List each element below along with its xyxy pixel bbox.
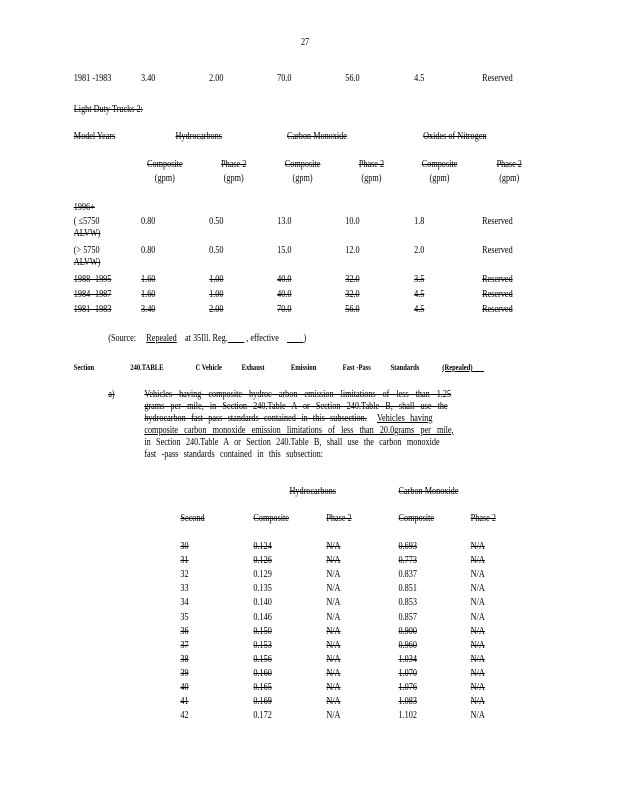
cell-hc-composite: 1.60 — [141, 289, 156, 300]
cell-co-phase2: N/A — [470, 597, 485, 609]
cell-second: 31 — [180, 555, 189, 567]
cell-co-phase2: 10.0 — [345, 216, 360, 227]
cell-hc-phase2: N/A — [326, 710, 341, 722]
cell-nox-phase2: Reserved — [482, 274, 513, 285]
source-repealed: Repealed — [146, 333, 177, 344]
subheader-nox-phase2: Phase 2 — [496, 159, 522, 170]
cell-second: 33 — [180, 583, 189, 595]
cell-co-phase2: 32.0 — [345, 274, 360, 285]
header-carbon-monoxide: Carbon Monoxide — [287, 131, 347, 142]
cell-hc-phase2: 0.50 — [209, 245, 224, 256]
cell-hc-phase2: N/A — [326, 541, 341, 552]
source-effective: , effective — [246, 333, 279, 344]
cell-co-phase2: N/A — [470, 667, 485, 679]
cell-second: 41 — [180, 696, 189, 708]
cell-nox-composite: 4.5 — [414, 304, 425, 315]
para-line-4: composite carbon monoxide emission limitations of less than 20.0grams per mile, — [144, 425, 454, 436]
cell-hc-phase2: N/A — [326, 682, 341, 693]
cell-co-composite: 0.773 — [398, 555, 417, 567]
cell-second: 32 — [180, 569, 189, 581]
cell-hc-phase2: 2.00 — [209, 304, 224, 315]
unit-hc-phase2: (gpm) — [223, 173, 244, 184]
cell-hc-composite: 0.156 — [253, 653, 272, 665]
table2-header-second: Second — [180, 513, 205, 524]
cell-hc-phase2: N/A — [326, 639, 341, 651]
section-word-emission: Emission — [290, 363, 317, 372]
cell-model-year: 1981 -1983 — [73, 73, 112, 84]
source-at: at 35Ill. Reg. — [184, 333, 228, 344]
cell-nox-composite: 4.5 — [414, 73, 425, 84]
cell-co-phase2: N/A — [470, 611, 485, 623]
section-word-fastpass: Fast -Pass — [342, 363, 371, 372]
table2-header-hydrocarbons: Hydrocarbons — [289, 486, 336, 497]
table2-header-composite-hc: Composite — [253, 513, 289, 524]
cell-hc-composite: 0.146 — [253, 611, 272, 623]
cell-co-phase2: N/A — [470, 541, 485, 552]
cell-nox-phase2: Reserved — [482, 216, 513, 227]
cell-co-composite: 70.0 — [277, 304, 292, 315]
cell-hc-phase2: N/A — [326, 625, 341, 637]
cell-nox-composite: 2.0 — [414, 245, 425, 256]
cell-co-phase2: N/A — [470, 682, 485, 693]
cell-hc-composite: 0.160 — [253, 667, 272, 679]
cell-hc-phase2: 1.00 — [209, 289, 224, 300]
cell-hc-composite: 0.124 — [253, 541, 272, 552]
cell-model-year: 1988 -1995 — [73, 274, 112, 285]
header-model-years: Model Years — [73, 131, 116, 142]
cell-co-composite: 1.034 — [398, 653, 417, 665]
cell-co-phase2: N/A — [470, 696, 485, 708]
cell-co-phase2: 56.0 — [345, 304, 360, 315]
cell-nox-composite: 4.5 — [414, 289, 425, 300]
cell-hc-phase2: N/A — [326, 597, 341, 609]
cell-hc-phase2: N/A — [326, 569, 341, 581]
cell-second: 34 — [180, 597, 189, 609]
cell-hc-composite: 1.60 — [141, 274, 156, 285]
cell-hc-phase2: N/A — [326, 696, 341, 708]
source-prefix: (Source: — [108, 333, 137, 344]
para-line-5: in Section 240.Table A or Section 240.Table B, shall use the carbon monoxide — [144, 437, 440, 448]
cell-co-composite: 1.102 — [398, 710, 417, 722]
unit-hc-composite: (gpm) — [154, 173, 175, 184]
cell-co-phase2: N/A — [470, 569, 485, 581]
section-number: 240.TABLE — [130, 363, 164, 372]
cell-hc-composite: 0.153 — [253, 639, 272, 651]
cell-hc-composite: 0.80 — [141, 216, 156, 227]
header-oxides-of-nitrogen: Oxides of Nitrogen — [423, 131, 487, 142]
cell-second: 30 — [180, 541, 189, 552]
cell-hc-phase2: 1.00 — [209, 274, 224, 285]
cell-co-composite: 1.070 — [398, 667, 417, 679]
para-line-3 — [144, 413, 432, 424]
cell-co-phase2: 32.0 — [345, 289, 360, 300]
cell-co-composite: 1.076 — [398, 682, 417, 693]
cell-co-phase2: 56.0 — [345, 73, 360, 84]
cell-co-composite: 13.0 — [277, 216, 292, 227]
cell-hc-phase2: N/A — [326, 611, 341, 623]
cell-co-phase2: N/A — [470, 639, 485, 651]
cell-hc-phase2: N/A — [326, 583, 341, 595]
source-close: ) — [303, 333, 307, 344]
cell-co-composite: 0.851 — [398, 583, 417, 595]
cell-co-phase2: N/A — [470, 555, 485, 567]
cell-co-composite: 0.693 — [398, 541, 417, 552]
cell-second: 36 — [180, 625, 189, 637]
cell-hc-composite: 3.40 — [141, 304, 156, 315]
cell-co-composite: 15.0 — [277, 245, 292, 256]
para-line-6: fast -pass standards contained in this subsection: — [144, 449, 323, 460]
row-label-line1: ( ≤5750 — [73, 216, 100, 227]
subheader-hc-composite: Composite — [147, 159, 183, 170]
section-word-standards: Standards — [390, 363, 420, 372]
section-word: Section — [73, 363, 95, 372]
para-line-2: grams per mile, in Section 240.Table A or Section 240.Table B, shall use the — [144, 401, 448, 412]
cell-nox-composite: 3.5 — [414, 274, 425, 285]
cell-second: 40 — [180, 682, 189, 693]
page-number: 27 — [300, 37, 310, 48]
cell-hc-phase2: N/A — [326, 653, 341, 665]
cell-co-composite: 0.857 — [398, 611, 417, 623]
cell-hc-composite: 0.150 — [253, 625, 272, 637]
section-repealed: (Repealed) — [442, 363, 473, 372]
cell-co-phase2: N/A — [470, 710, 485, 722]
cell-hc-composite: 0.126 — [253, 555, 272, 567]
unit-co-phase2: (gpm) — [361, 173, 382, 184]
table2-header-composite-co: Composite — [398, 513, 435, 524]
cell-hc-composite: 0.169 — [253, 696, 272, 708]
cell-hc-composite: 0.135 — [253, 583, 272, 595]
para-label: a) — [108, 389, 115, 400]
cell-second: 37 — [180, 639, 189, 651]
cell-hc-phase2: N/A — [326, 555, 341, 567]
cell-second: 42 — [180, 710, 189, 722]
para-line-3-struck: hydrocarbon fast pass standards contained in this subsection. — [144, 413, 367, 424]
source-note — [108, 333, 306, 344]
cell-second: 38 — [180, 653, 189, 665]
cell-hc-phase2: 2.00 — [209, 73, 224, 84]
header-hydrocarbons: Hydrocarbons — [175, 131, 222, 142]
row-label-line2: ALVW) — [73, 257, 101, 268]
cell-nox-phase2: Reserved — [482, 304, 513, 315]
cell-co-composite: 1.083 — [398, 696, 417, 708]
para-line-3-inserted: Vehicles having — [377, 413, 433, 424]
cell-nox-composite: 1.8 — [414, 216, 425, 227]
cell-co-composite: 0.960 — [398, 639, 417, 651]
subheader-co-phase2: Phase 2 — [358, 159, 385, 170]
section-heading — [74, 362, 484, 373]
cell-model-year: 1981 -1983 — [73, 304, 112, 315]
cell-hc-composite: 0.129 — [253, 569, 272, 581]
subheader-co-composite: Composite — [284, 159, 321, 170]
cell-co-composite: 0.853 — [398, 597, 417, 609]
unit-nox-phase2: (gpm) — [499, 173, 520, 184]
table2-header-phase2-co: Phase 2 — [470, 513, 496, 524]
cell-nox-phase2: Reserved — [482, 289, 513, 300]
cell-hc-composite: 0.140 — [253, 597, 272, 609]
cell-co-composite: 40.0 — [277, 274, 292, 285]
section-title: C Vehicle — [195, 363, 222, 372]
cell-nox-phase2: Reserved — [482, 73, 513, 84]
cell-co-phase2: N/A — [470, 583, 485, 595]
cell-hc-phase2: N/A — [326, 667, 341, 679]
cell-co-composite: 40.0 — [277, 289, 292, 300]
cell-model-year: 1984 -1987 — [73, 289, 112, 300]
unit-nox-composite: (gpm) — [429, 173, 450, 184]
cell-co-phase2: N/A — [470, 653, 485, 665]
table2-header-phase2-hc: Phase 2 — [326, 513, 352, 524]
cell-second: 35 — [180, 611, 189, 623]
unit-co-composite: (gpm) — [292, 173, 313, 184]
row-label-line2: ALVW) — [73, 228, 101, 239]
cell-co-composite: 0.900 — [398, 625, 417, 637]
cell-co-phase2: 12.0 — [345, 245, 360, 256]
cell-co-composite: 70.0 — [277, 73, 292, 84]
section-word-exhaust: Exhaust — [241, 363, 265, 372]
cell-co-phase2: N/A — [470, 625, 485, 637]
cell-nox-phase2: Reserved — [482, 245, 513, 256]
cell-hc-phase2: 0.50 — [209, 216, 224, 227]
para-line-1: Vehicles having composite hydroc arbon emission limitations of less than 1.25 — [144, 389, 452, 400]
subheader-nox-composite: Composite — [421, 159, 458, 170]
cell-co-composite: 0.837 — [398, 569, 417, 581]
subheader-hc-phase2: Phase 2 — [221, 159, 247, 170]
ldt2-heading: Light Duty Trucks 2: — [73, 104, 143, 115]
cell-hc-composite: 0.80 — [141, 245, 156, 256]
row-label-line1: (> 5750 — [73, 245, 100, 256]
cell-hc-composite: 3.40 — [141, 73, 156, 84]
cell-hc-composite: 0.165 — [253, 682, 272, 693]
cell-second: 39 — [180, 667, 189, 679]
year-1996-label: 1996+ — [73, 202, 95, 213]
cell-hc-composite: 0.172 — [253, 710, 272, 722]
table2-header-carbon-monoxide: Carbon Monoxide — [398, 486, 459, 497]
